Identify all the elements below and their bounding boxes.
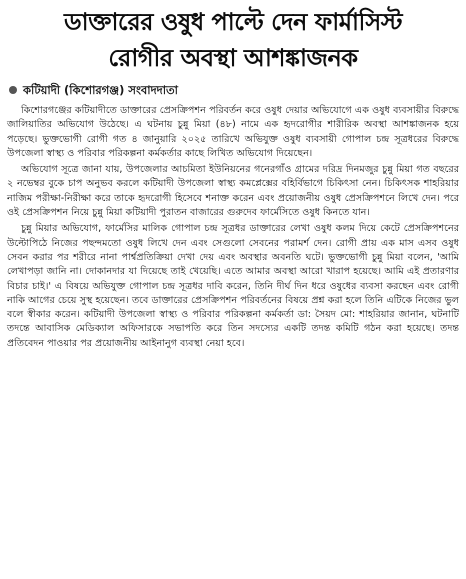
article-paragraph-2: অভিযোগ সূত্রে জানা যায়, উপজেলার আচমিতা ইউনিয়নের গনেরগাঁও গ্রামের দরিদ্র দিনমজুর চুন্নু মিয়া গত বছরের ২ নভেম্বর বুকে চাপ অনুভব করলে কটিয়াদী উপজেলা স্বাস্থ্য কমপ্লেক্সের বহির্বিভাগে চিকিৎসা নেন। চিকিৎসক শাহরিয়ার নাজিম পরীক্ষা-নিরীক্ষা করে তাকে হৃদরোগী হিসেবে শনাক্ত করেন এবং প্রয়োজনীয় ওষুধ প্রেসক্রিপশনে লিখে দেন। পরে ওই প্রেসক্রিপশন নিয়ে চুন্নু মিয়া কটিয়াদী পুরাতন বাজারের গুরুদেব ফার্মেসিতে ওষুধ কিনতে যান। bbox=[7, 164, 459, 219]
headline-line-1: ডাক্তারের ওষুধ পাল্টে দেন ফার্মাসিস্ট bbox=[64, 8, 402, 36]
headline bbox=[7, 4, 459, 76]
headline-line-2: রোগীর অবস্থা আশঙ্কাজনক bbox=[108, 44, 358, 72]
article-paragraph-3: চুন্নু মিয়ার অভিযোগ, ফার্মেসির মালিক গোপাল চন্দ্র সূত্রধর ডাক্তারের লেখা ওষুধ কলম দিয়ে কেটে প্রেসক্রিপশনের উল্টোপিঠে নিজের পছন্দমতো ওষুধ লিখে দেন এবং সেগুলো সেবনের পরামর্শ দেন। রোগী প্রায় এক মাস এসব ওষুধ সেবন করার পর শরীরে নানা পার্শ্বপ্রতিক্রিয়া দেখা দেয় এবং অবস্থার অবনতি ঘটে। ভুক্তভোগী চুন্নু মিয়া বলেন, 'আমি লেখাপড়া জানি না। দোকানদার যা দিয়েছে তাই খেয়েছি। এতে আমার অবস্থা আরো খারাপ হয়েছে। আমি এই প্রতারণার বিচার চাই।' এ বিষয়ে অভিযুক্ত গোপাল চন্দ্র সূত্রধর দাবি করেন, তিনি দীর্ঘ দিন ধরে ওষুধের ব্যবসা করছেন এবং রোগী নাকি আগের চেয়ে সুস্থ হয়েছেন। তবে ডাক্তারের প্রেসক্রিপশন পরিবর্তনের বিষয়ে প্রশ্ন করা হলে তিনি এটিকে নিজের ভুল বলে স্বীকার করেন। কটিয়াদী উপজেলা স্বাস্থ্য ও পরিবার পরিকল্পনা কর্মকর্তা ডা: সৈয়দ মো: শাহরিয়ার জানান, ঘটনাটি তদন্তে আবাসিক মেডিক্যাল অফিসারকে সভাপতি করে তিন সদস্যের একটি তদন্ত কমিটি গঠন করা হয়েছে। তদন্ত প্রতিবেদন পাওয়ার পর প্রয়োজনীয় আইনানুগ ব্যবস্থা নেয়া হবে। bbox=[7, 223, 459, 349]
byline-text: কটিয়াদী (কিশোরগঞ্জ) সংবাদদাতা bbox=[23, 83, 179, 97]
article-body bbox=[7, 104, 459, 351]
article-paragraph-1: কিশোরগঞ্জের কটিয়াদীতে ডাক্তারের প্রেসক্রিপশন পরিবর্তন করে ওষুধ দেয়ার অভিযোগে এক ওষুধ ব্যবসায়ীর বিরুদ্ধে জালিয়াতির অভিযোগ উঠেছে। এ ঘটনায় চুন্নু মিয়া (৪৮) নামে এক হৃদরোগীর শারীরিক অবস্থা আশঙ্কাজনক হয়ে পড়েছে। ভুক্তভোগী রোগী গত ৪ জানুয়ারি ২০২৫ তারিখে অভিযুক্ত ওষুধ ব্যবসায়ী গোপাল চন্দ্র সূত্রধরের বিরুদ্ধে উপজেলা স্বাস্থ্য ও পরিবার পরিকল্পনা কর্মকর্তার কাছে লিখিত অভিযোগ দিয়েছেন। bbox=[7, 105, 460, 159]
bullet-icon bbox=[9, 86, 17, 94]
byline bbox=[7, 82, 459, 98]
